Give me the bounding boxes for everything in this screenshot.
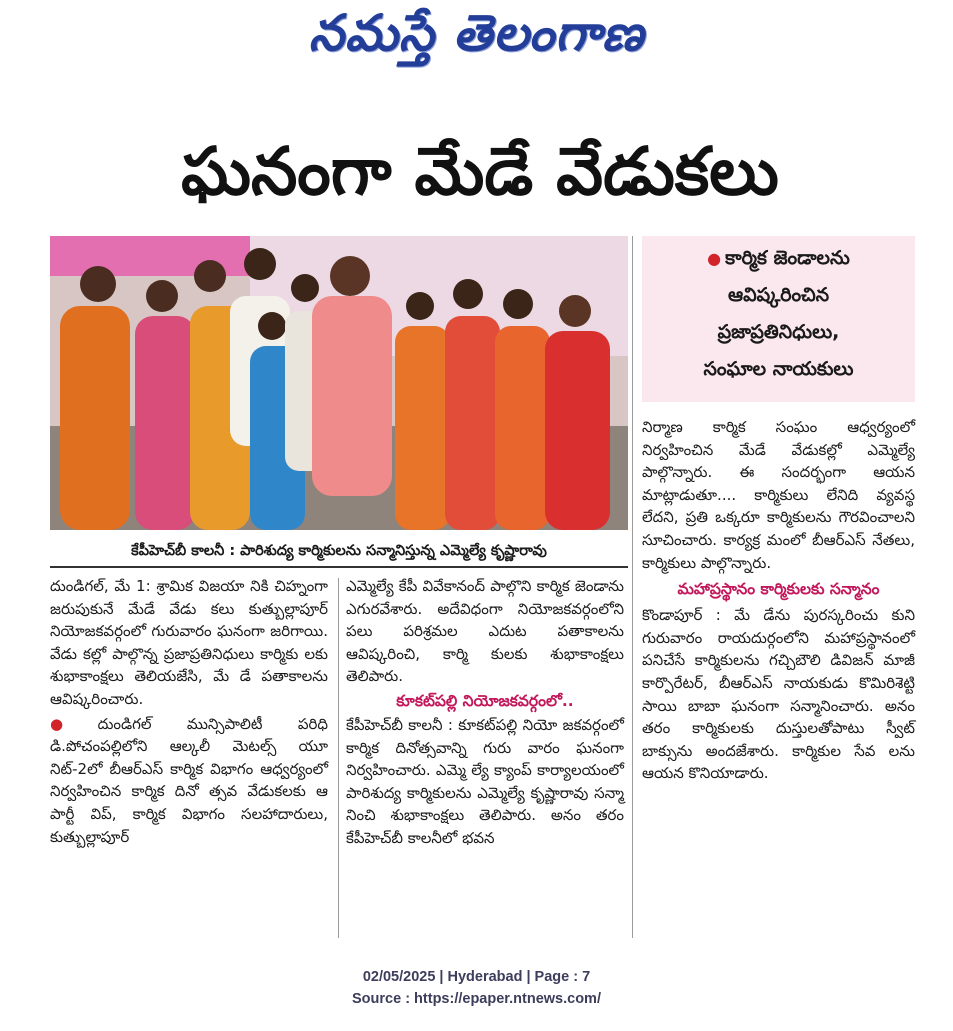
bullet-icon: ● <box>50 714 94 733</box>
highlight-line-2: ఆవిష్కరించిన <box>727 284 830 306</box>
news-photo <box>50 236 628 530</box>
article-column-1 <box>50 575 328 848</box>
subheading: కూకట్‌పల్లి నియోజకవర్గంలో.. <box>396 691 574 710</box>
paragraph: నిర్మాణ కార్మిక సంఘం ఆధ్వర్యంలో నిర్వహించిన మేడే వేడుకల్లో ఎమ్మెల్యే పాల్గొన్నారు. ఈ సందర్భంగా ఆయన మాట్లాడుతూ.... కార్మికులు లేనిది వ్యవస్థ లేదని, ప్రతి ఒక్కరూ కార్మికులను గౌరవించాలని సూచించారు. కార్యక్ర మంలో బీఆర్ఎస్ నేతలు, కార్మికులు పాల్గొన్నారు. <box>642 418 915 572</box>
newspaper-masthead <box>0 0 953 82</box>
footer-source-line: Source : https://epaper.ntnews.com/ <box>352 991 601 1007</box>
photo-illustration <box>50 236 628 530</box>
bullet-icon: ● <box>707 249 722 268</box>
paragraph: కొండాపూర్ : మే డేను పురస్కరించు కుని గురువారం రాయదుర్గంలోని మహాప్రస్థానంలో పనిచేసే కార్మికులను గచ్చిబౌలి డివిజన్ మాజీ కార్పొరేటర్, బీఆర్ఎస్ నాయకుడు కొమిరిశెట్టి సాయి బాబా ఘనంగా సన్మానించారు. అనం తరం కార్మికులకు దుస్తులతోపాటు స్వీట్ బాక్సును అందజేశారు. కార్మికుల సేవ లను ఆయన కొనియాడారు. <box>642 606 915 783</box>
article-headline: ఘనంగా మేడే వేడుకలు <box>181 133 779 210</box>
column-divider <box>338 578 339 938</box>
paragraph: కేపీహెచ్‌బీ కాలనీ : కూకట్‌పల్లి నియో జకవర్గంలో కార్మిక దినోత్సవాన్ని గురు వారం ఘనంగా నిర్వహించారు. ఎమ్మె ల్యే క్యాంప్ కార్యాలయంలో పారిశుద్య కార్మికులను ఎమ్మెల్యే కృష్ణారావు సన్మా నించి శుభాకాంక్షలు తెలిపారు. అనం తరం కేపీహెచ్‌బీ కాలనీలో భవన <box>346 715 624 847</box>
article-column-2 <box>346 575 624 850</box>
masthead-title: నమస్తే తెలంగాణ <box>308 4 645 62</box>
page-footer <box>0 966 953 1010</box>
highlight-line-4: సంఘాల నాయకులు <box>703 358 854 380</box>
highlight-line-1: ● కార్మిక జెండాలను <box>707 247 850 269</box>
article-column-3 <box>642 416 915 785</box>
paragraph: ● దుండిగల్ మున్సిపాలిటీ పరిధి డి.పోచంపల్లిలోని ఆల్కలీ మెటల్స్ యూ నిట్-2లో బీఆర్ఎస్ కార్మిక విభాగం ఆధ్వర్యంలో నిర్వహించిన కార్మిక దినో త్సవ వేడుకలకు ఆ పార్టీ విప్, కార్మిక విభాగం సలహాదారులు, కుత్బుల్లాపూర్ <box>50 714 328 846</box>
subheading: మహాప్రస్థానం కార్మికులకు సన్మానం <box>677 580 880 599</box>
paragraph: ఎమ్మెల్యే కేపీ వివేకానంద్ పాల్గొని కార్మిక జెండాను ఎగురవేశారు. అదేవిధంగా నియోజకవర్గంలోని పలు పరిశ్రమల ఎదుట పతాకాలను ఆవిష్కరించి, కార్మి కులకు శుభాకాంక్షలు తెలిపారు. <box>346 577 624 686</box>
paragraph: దుండిగల్, మే 1: శ్రామిక విజయా నికి చిహ్నంగా జరుపుకునే మేడే వేడు కలు కుత్బుల్లాపూర్ నియోజకవర్గంలో గురువారం ఘనంగా జరిగాయి. వేడు కల్లో పాల్గొన్న ప్రజాప్రతినిధులు కార్మికు లకు శుభాకాంక్షలు తెలియజేసి, మే డే పతాకాలను ఆవిష్కరించారు. <box>50 577 328 708</box>
highlight-box <box>642 236 915 402</box>
photo-caption: కేపీహెచ్‌బీ కాలనీ : పారిశుద్య కార్మికులను సన్మానిస్తున్న ఎమ్మెల్యే కృష్ణారావు <box>50 536 628 568</box>
footer-date-line: 02/05/2025 | Hyderabad | Page : 7 <box>362 969 591 985</box>
highlight-line-3: ప్రజాప్రతినిధులు, <box>717 321 840 343</box>
column-divider <box>632 236 633 938</box>
